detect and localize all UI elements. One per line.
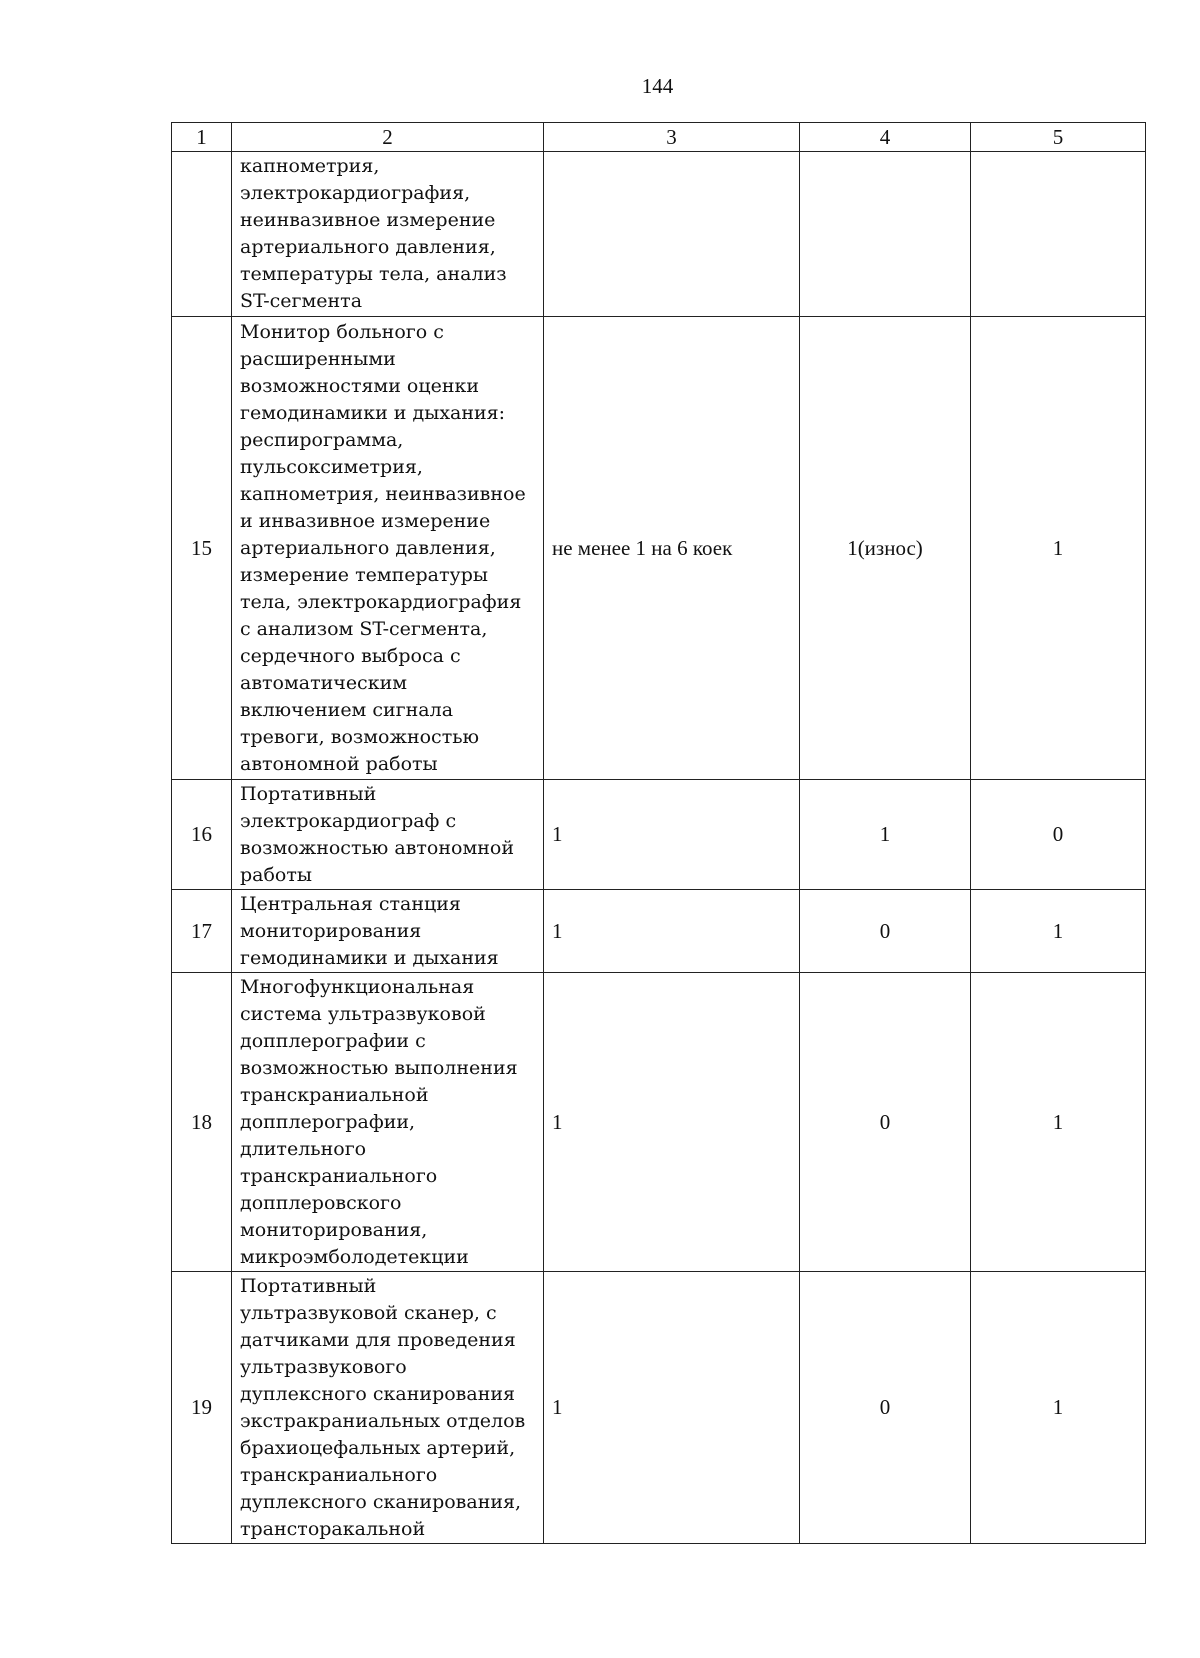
table-row [172, 973, 1146, 1272]
required-quantity: 1 [544, 1272, 800, 1544]
row-number: 17 [172, 890, 232, 973]
available-quantity: 1 [800, 780, 971, 890]
needed-quantity: 1 [971, 890, 1146, 973]
column-header-2: 2 [232, 123, 544, 152]
column-header-5: 5 [971, 123, 1146, 152]
column-header-4: 4 [800, 123, 971, 152]
available-quantity: 0 [800, 973, 971, 1272]
needed-quantity [971, 152, 1146, 317]
column-header-3: 3 [544, 123, 800, 152]
required-quantity: не менее 1 на 6 коек [544, 317, 800, 780]
row-number: 16 [172, 780, 232, 890]
needed-quantity: 1 [971, 973, 1146, 1272]
equipment-description: Многофункциональная система ультразвуковой допплерографии с возможностью выполнения транскраниальной допплерографии, длительного транскраниального допплеровского мониторирования, микроэмболодетекции [232, 973, 544, 1272]
equipment-description: Портативный ультразвуковой сканер, с датчиками для проведения ультразвукового дуплексного сканирования экстракраниальных отделов брахиоцефальных артерий, транскраниального дуплексного сканирования, трансторакальной [232, 1272, 544, 1544]
required-quantity: 1 [544, 973, 800, 1272]
equipment-description: Портативный электрокардиограф с возможностью автономной работы [232, 780, 544, 890]
available-quantity [800, 152, 971, 317]
column-header-1: 1 [172, 123, 232, 152]
available-quantity: 0 [800, 890, 971, 973]
equipment-description: Монитор больного с расширенными возможностями оценки гемодинамики и дыхания: респирограмма, пульсоксиметрия, капнометрия, неинвазивное и инвазивное измерение артериального давления, измерение температуры тела, электрокардиография с анализом ST-сегмента, сердечного выброса с автоматическим включением сигнала тревоги, возможностью автономной работы [232, 317, 544, 780]
row-number: 15 [172, 317, 232, 780]
available-quantity: 0 [800, 1272, 971, 1544]
equipment-table [171, 122, 1146, 1544]
required-quantity [544, 152, 800, 317]
equipment-description: капнометрия, электрокардиография, неинвазивное измерение артериального давления, температуры тела, анализ ST-сегмента [232, 152, 544, 317]
table-row [172, 780, 1146, 890]
table-row [172, 1272, 1146, 1544]
table-row [172, 890, 1146, 973]
page-number: 144 [641, 74, 674, 98]
needed-quantity: 1 [971, 1272, 1146, 1544]
row-number [172, 152, 232, 317]
table-header-row [172, 123, 1146, 152]
row-number: 19 [172, 1272, 232, 1544]
available-quantity: 1(износ) [800, 317, 971, 780]
equipment-description: Центральная станция мониторирования гемодинамики и дыхания [232, 890, 544, 973]
needed-quantity: 0 [971, 780, 1146, 890]
needed-quantity: 1 [971, 317, 1146, 780]
required-quantity: 1 [544, 890, 800, 973]
required-quantity: 1 [544, 780, 800, 890]
row-number: 18 [172, 973, 232, 1272]
table-row [172, 317, 1146, 780]
table-row-continuation [172, 152, 1146, 317]
